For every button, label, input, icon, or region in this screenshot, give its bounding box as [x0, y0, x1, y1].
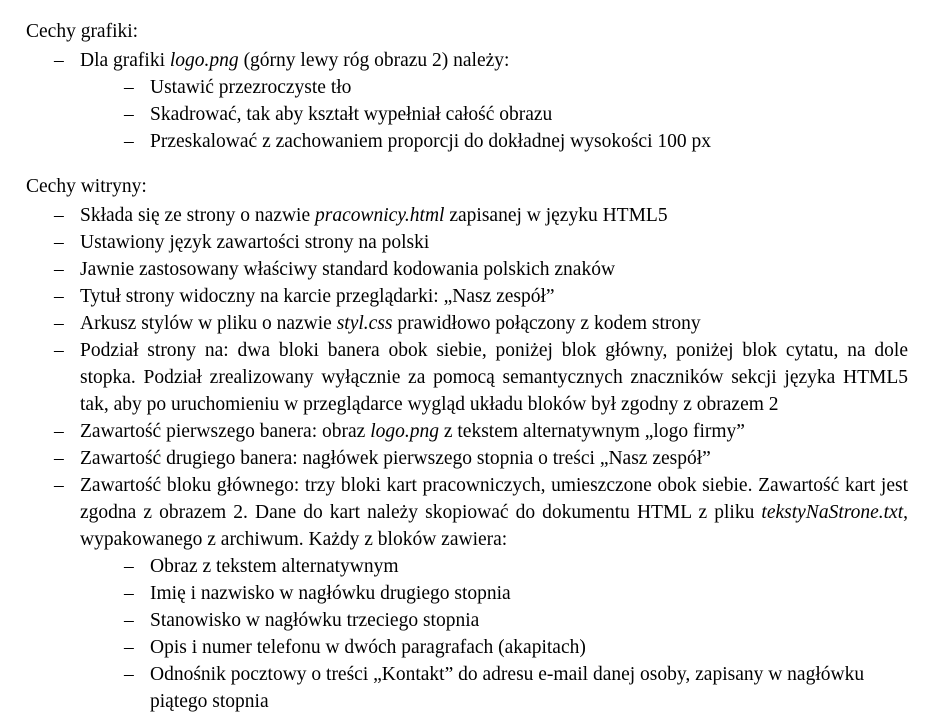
list-item-text: Stanowisko w nagłówku trzeciego stopnia [150, 610, 480, 631]
section-cechy-witryny [26, 173, 908, 715]
emphasis-filename: logo.png [370, 421, 439, 442]
bullet-dash-icon: – [54, 205, 64, 226]
list-item [118, 580, 908, 607]
section-cechy-grafiki [26, 18, 908, 155]
list-item-text: Odnośnik pocztowy o treści „Kontakt” do adresu e-mail danej osoby, zapisany w nagłówku piątego stopnia [150, 664, 865, 712]
list-item-text: Tytuł strony widoczny na karcie przeglądarki: „Nasz zespół” [80, 286, 555, 307]
bullet-dash-icon: – [54, 475, 64, 496]
bullet-dash-icon: – [124, 610, 134, 631]
list-item-text: Jawnie zastosowany właściwy standard kodowania polskich znaków [80, 259, 616, 280]
list-item-text: Zawartość drugiego banera: nagłówek pierwszego stopnia o treści „Nasz zespół” [80, 448, 711, 469]
bullet-dash-icon: – [124, 131, 134, 152]
emphasis-filename: styl.css [336, 313, 393, 334]
list-item [48, 47, 908, 155]
emphasis-filename: pracownicy.html [315, 205, 445, 226]
list-item [48, 283, 908, 310]
requirement-list-site [26, 202, 908, 715]
requirement-sublist-graphics [118, 74, 908, 155]
bullet-dash-icon: – [54, 421, 64, 442]
list-item [118, 74, 908, 101]
bullet-dash-icon: – [54, 50, 64, 71]
bullet-dash-icon: – [54, 340, 64, 361]
bullet-dash-icon: – [124, 104, 134, 125]
list-item [118, 661, 908, 715]
list-item-text: Podział strony na: dwa bloki banera obok siebie, poniżej blok główny, poniżej blok cytatu, na dole stopka. Podział zrealizowany wyłącznie za pomocą semantycznych znaczników sekcji języka HTML5 tak, aby po uruchomieniu w przeglądarce wygląd układu bloków był zgodny z obrazem 2 [80, 340, 908, 415]
list-item [118, 128, 908, 155]
bullet-dash-icon: – [54, 286, 64, 307]
list-item-text: Składa się ze strony o nazwie pracownicy.html zapisanej w języku HTML5 [80, 205, 668, 226]
list-item [48, 337, 908, 418]
list-item-text: Opis i numer telefonu w dwóch paragrafach (akapitach) [150, 637, 586, 658]
bullet-dash-icon: – [54, 313, 64, 334]
list-item [48, 445, 908, 472]
list-item [118, 553, 908, 580]
list-item [48, 418, 908, 445]
list-item-text: Zawartość bloku głównego: trzy bloki kart pracowniczych, umieszczone obok siebie. Zawartość kart jest zgodna z obrazem 2. Dane do kart należy skopiować do dokumentu HTML z pliku tekstyNaStrone.txt, wypakowanego z archiwum. Każdy z bloków zawiera: [80, 475, 908, 550]
list-item-text: Ustawić przezroczyste tło [150, 77, 352, 98]
list-item [118, 607, 908, 634]
emphasis-filename: tekstyNaStrone.txt [761, 502, 904, 523]
list-item-text: Imię i nazwisko w nagłówku drugiego stopnia [150, 583, 511, 604]
list-item-text: Przeskalować z zachowaniem proporcji do dokładnej wysokości 100 px [150, 131, 712, 152]
section-title: Cechy witryny: [26, 176, 147, 197]
bullet-dash-icon: – [124, 77, 134, 98]
list-item [48, 472, 908, 715]
list-item-text: Arkusz stylów w pliku o nazwie styl.css prawidłowo połączony z kodem strony [80, 313, 701, 334]
section-title: Cechy grafiki: [26, 21, 139, 42]
list-item [118, 101, 908, 128]
list-item [118, 634, 908, 661]
bullet-dash-icon: – [54, 232, 64, 253]
bullet-dash-icon: – [54, 259, 64, 280]
list-item-text: Zawartość pierwszego banera: obraz logo.png z tekstem alternatywnym „logo firmy” [80, 421, 745, 442]
requirement-list-graphics [26, 47, 908, 155]
list-item [48, 202, 908, 229]
list-item [48, 256, 908, 283]
emphasis-filename: logo.png [169, 50, 239, 71]
bullet-dash-icon: – [124, 637, 134, 658]
list-item-text: Ustawiony język zawartości strony na polski [80, 232, 430, 253]
bullet-dash-icon: – [124, 583, 134, 604]
list-item-text: Dla grafiki logo.png (górny lewy róg obrazu 2) należy: [80, 50, 510, 71]
bullet-dash-icon: – [54, 448, 64, 469]
list-item [48, 229, 908, 256]
list-item-text: Skadrować, tak aby kształt wypełniał całość obrazu [150, 104, 553, 125]
requirement-sublist-cards [118, 553, 908, 715]
list-item [48, 310, 908, 337]
bullet-dash-icon: – [124, 664, 134, 685]
bullet-dash-icon: – [124, 556, 134, 577]
list-item-text: Obraz z tekstem alternatywnym [150, 556, 399, 577]
